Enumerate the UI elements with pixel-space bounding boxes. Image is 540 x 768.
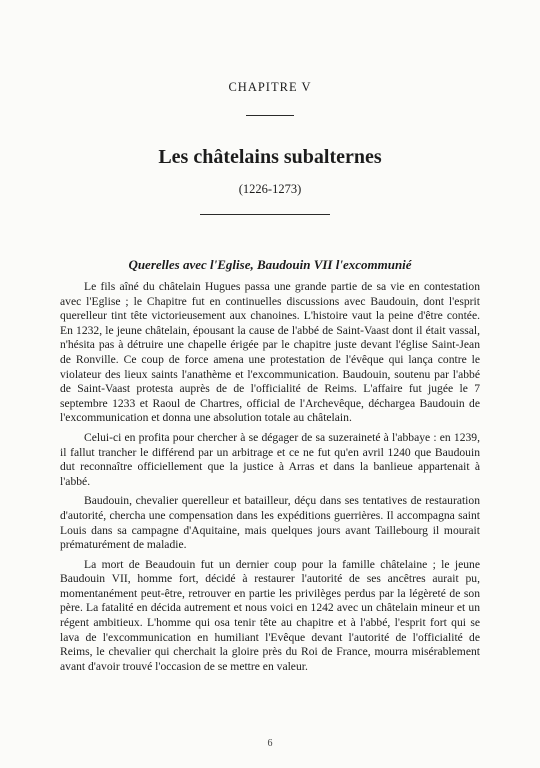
paragraph-2: Celui-ci en profita pour chercher à se dégager de sa suzeraineté à l'abbaye : en 1239, il fallut trancher le différend par un arbitrage et ce ne fut qu'en avril 1240 que Baudouin dut reconnaître officiellement que la justice à Arras et dans la banlieue appartenait à l'abbé. [60, 430, 480, 488]
paragraph-3: Baudouin, chevalier querelleur et batailleur, déçu dans ses tentatives de restauration d'autorité, chercha une compensation dans les expéditions guerrières. Il accompagna saint Louis dans sa campagne d'Aquitaine, mais quelques jours avant Taillebourg il mourait prématurément de maladie. [60, 494, 480, 552]
section-title: Querelles avec l'Eglise, Baudouin VII l'excommunié [128, 257, 412, 272]
divider-short [246, 115, 294, 116]
chapter-label: CHAPITRE V [228, 80, 312, 94]
divider-long [200, 214, 330, 215]
body-text [60, 280, 480, 679]
chapter-dates: (1226-1273) [238, 182, 302, 196]
chapter-title: Les châtelains subalternes [158, 146, 382, 168]
page-number: 6 [267, 738, 273, 749]
paragraph-4: La mort de Beaudouin fut un dernier coup pour la famille châtelaine ; le jeune Baudouin VII, homme fort, décidé à restaurer l'autorité de ses ancêtres aurait pu, momentanément peut-être, retrouver en partie les privilèges perdus par la légèreté de son père. La fatalité en décida autrement et nous voici en 1242 avec un châtelain mineur et un régent ambitieux. L'homme qui osa tenir tête au chapitre et à l'abbé, l'esprit fort qui se lava de l'excommunication en humiliant l'Evêque devant l'autorité de l'officialité de Reims, le chevalier qui cherchait la gloire près du Roi de France, mourra misérablement avant d'avoir trouvé l'occasion de se mettre en valeur. [60, 557, 480, 673]
paragraph-1: Le fils aîné du châtelain Hugues passa une grande partie de sa vie en contestation avec l'Eglise ; le Chapitre fut en continuelles discussions avec Baudouin, dont l'esprit querelleur tint tête victorieusement aux chanoines. L'histoire vaut la peine d'être contée. En 1232, le jeune châtelain, épousant la cause de l'abbé de Saint-Vaast dont il était vassal, n'hésita pas à détruire une chapelle érigée par le chapitre juste devant l'église Saint-Jean de Ronville. Ce coup de force amena une protestation de l'évêque qui lança contre le violateur des lieux saints l'anathème et l'excommunication. Baudouin, soutenu par l'abbé de Saint-Vaast protesta auprès de de l'officialité de Reims. L'affaire fut jugée le 7 septembre 1233 et Raoul de Chartres, official de l'Archevêque, déchargea Baudouin de l'excommunication et donna une absolution totale au châtelain. [60, 280, 480, 425]
